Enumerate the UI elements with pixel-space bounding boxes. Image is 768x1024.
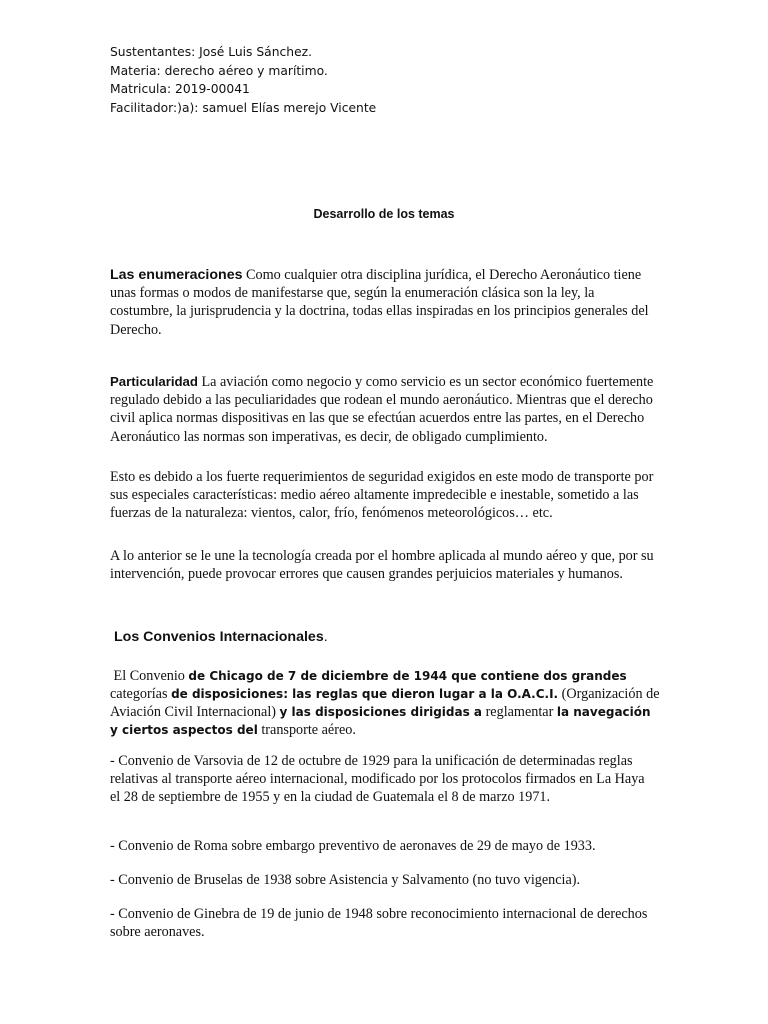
enumeraciones-text: Como cualquier otra disciplina jurídica, el Derecho Aeronáutico tiene unas formas o modos de manifestarse que, según la enumeración clásica son la ley, la costumbre, la jurisprudencia y la doctrina, todas ellas inspiradas en los principios generales del Derecho. [110, 267, 649, 338]
convenios-title-period: . [323, 629, 328, 645]
facilitador-line: Facilitador:)a): samuel Elías merejo Vicente [110, 100, 377, 115]
chicago-paragraph [110, 667, 662, 739]
chicago-s5: transporte aéreo. [257, 722, 356, 738]
page-title: Desarrollo de los temas [313, 207, 455, 221]
seguridad-paragraph: Esto es debido a los fuerte requerimientos de seguridad exigidos en este modo de transporte por sus especiales características: medio aéreo altamente impredecible e inestable, sometido a las fuerzas de la naturaleza: vientos, calor, frío, fenómenos meteorológicos… etc. [110, 469, 654, 522]
chicago-b3: y las disposiciones dirigidas a [279, 705, 483, 719]
materia-line: Materia: derecho aéreo y marítimo. [110, 63, 328, 78]
tecnologia-paragraph: A lo anterior se le une la tecnología creada por el hombre aplicada al mundo aéreo y que, por su intervención, puede provocar errores que causen grandes perjuicios materiales y humanos. [110, 548, 654, 583]
chicago-b4: la navegación y ciertos aspectos del [110, 705, 651, 737]
convenio-varsovia: - Convenio de Varsovia de 12 de octubre de 1929 para la unificación de determinadas reglas relativas al transporte aéreo internacional, modificado por los protocolos firmados en La Haya el 28 de septiembre de 1955 y en la ciudad de Guatemala el 8 de marzo 1971. [110, 753, 645, 806]
convenio-bruselas: - Convenio de Bruselas de 1938 sobre Asistencia y Salvamento (no tuvo vigencia). [110, 872, 581, 888]
chicago-s4: reglamentar [482, 704, 557, 720]
enumeraciones-heading: Las enumeraciones [110, 267, 243, 283]
particularidad-paragraph [110, 373, 660, 446]
chicago-s3: (Organización de Aviación Civil Internacional) [110, 686, 660, 720]
convenios-heading [114, 629, 328, 645]
student-info-block [110, 43, 376, 117]
particularidad-heading: Particularidad [110, 374, 198, 389]
chicago-b1: de Chicago de 7 de diciembre de 1944 que contiene dos grandes [188, 669, 627, 683]
convenio-ginebra: - Convenio de Ginebra de 19 de junio de 1948 sobre reconocimiento internacional de derechos sobre aeronaves. [110, 906, 648, 941]
enumeraciones-paragraph [110, 266, 660, 339]
sustentantes-line: Sustentantes: José Luis Sánchez. [110, 45, 312, 59]
chicago-s1: El Convenio [113, 668, 189, 684]
convenios-title-text: Los Convenios Internacionales [114, 629, 324, 645]
convenio-roma: - Convenio de Roma sobre embargo preventivo de aeronaves de 29 de mayo de 1933. [110, 838, 596, 854]
chicago-s2: categorías [110, 686, 172, 702]
chicago-b2: de disposiciones: las reglas que dieron lugar a la O.A.C.I. [171, 687, 559, 701]
particularidad-text: La aviación como negocio y como servicio es un sector económico fuertemente regulado debido a las peculiaridades que rodean el mundo aeronáutico. Mientras que el derecho civil aplica normas dispositivas en las que se efectúan acuerdos entre las partes, en el Derecho Aeronáutico las normas son imperativas, es decir, de obligado cumplimiento. [110, 374, 654, 445]
matricula-line: Matricula: 2019-00041 [110, 82, 250, 96]
